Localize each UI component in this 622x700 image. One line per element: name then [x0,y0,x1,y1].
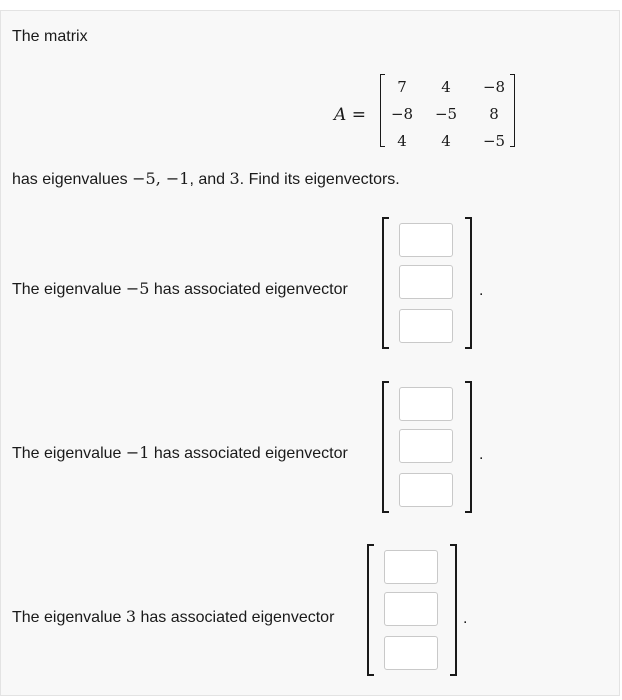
question-panel [0,10,620,696]
eigenvalue-2: −1 [165,169,190,188]
eigenvector-2-x-input[interactable] [399,387,453,421]
eigenvalues-statement: has eigenvalues −5, −1, and 3. Find its eigenvectors. [12,169,400,188]
matrix-cell-r3c2: 4 [441,132,451,150]
eigenvector-3-z-input[interactable] [384,636,438,670]
vector-right-bracket [465,217,472,349]
question-3-period: . [463,610,468,627]
matrix-cell-r2c3: 8 [489,105,499,123]
eigenvalue-1: −5 [132,169,156,188]
eigenvalue-3: 3 [229,169,240,188]
matrix-lhs [334,105,366,125]
eigenvector-3-y-input[interactable] [384,592,438,626]
matrix-cell-r2c1: −8 [390,105,414,123]
equals-sign: = [351,105,366,125]
eigenvector-1-x-input[interactable] [399,223,453,257]
eigenvector-1-input-group [382,217,472,349]
eigenvector-1-z-input[interactable] [399,309,453,343]
matrix-label: A [334,105,347,125]
question-2-label: The eigenvalue −1 has associated eigenvector [12,443,348,462]
question-2-period: . [479,446,484,463]
eigenvector-3-input-group [367,544,457,676]
eigenvector-2-z-input[interactable] [399,473,453,507]
matrix-cell-r1c2: 4 [441,78,451,96]
matrix-cell-r1c3: −8 [482,78,506,96]
question-3-label: The eigenvalue 3 has associated eigenvector [12,607,335,626]
eigenvector-3-x-input[interactable] [384,550,438,584]
eigenvector-2-y-input[interactable] [399,429,453,463]
vector-right-bracket [450,544,457,676]
matrix-cell-r2c2: −5 [434,105,458,123]
vector-left-bracket [382,381,389,513]
eigenvector-2-input-group [382,381,472,513]
intro-text: The matrix [12,28,88,45]
eigenvector-1-y-input[interactable] [399,265,453,299]
question-1-label: The eigenvalue −5 has associated eigenvector [12,279,348,298]
matrix-cell-r3c3: −5 [482,132,506,150]
matrix-cell-r1c1: 7 [397,78,407,96]
question-1-period: . [479,282,484,299]
vector-left-bracket [367,544,374,676]
matrix-cell-r3c1: 4 [397,132,407,150]
matrix-equation [334,68,524,158]
vector-left-bracket [382,217,389,349]
vector-right-bracket [465,381,472,513]
